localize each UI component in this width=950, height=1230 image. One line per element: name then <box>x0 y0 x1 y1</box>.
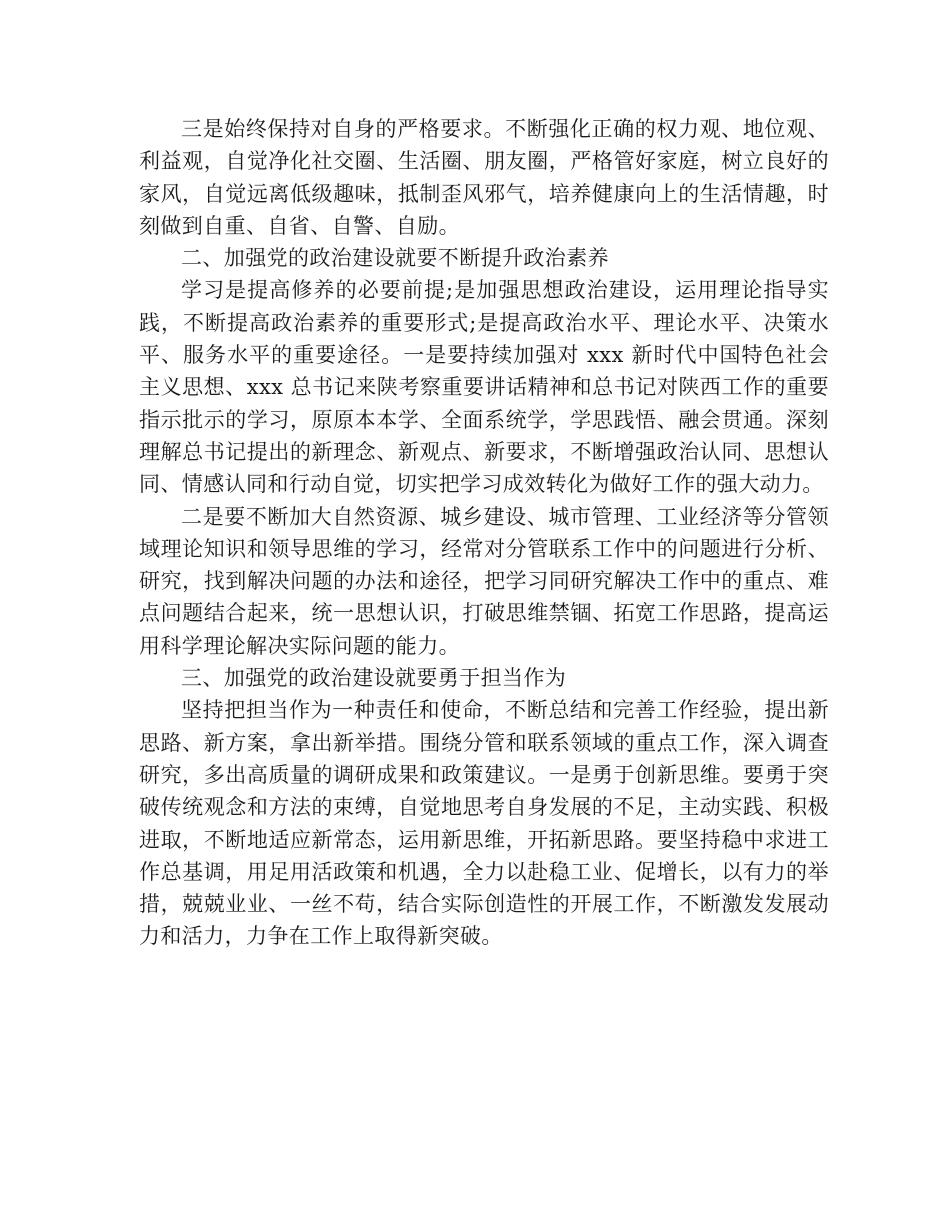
paragraph-strict-self-requirements: 三是始终保持对自身的严格要求。不断强化正确的权力观、地位观、利益观，自觉净化社交圈、生活圈、朋友圈，严格管好家庭，树立良好的家风，自觉远离低级趣味，抵制歪风邪气，培养健康向上的生活情趣，时刻做到自重、自省、自警、自励。 <box>139 117 829 238</box>
paragraph-domain-knowledge: 二是要不断加大自然资源、城乡建设、城市管理、工业经济等分管领域理论知识和领导思维的学习，经常对分管联系工作中的问题进行分析、研究，找到解决问题的办法和途径，把学习同研究解决工作中的重点、难点问题结合起来，统一思想认识，打破思维禁锢、拓宽工作思路，提高运用科学理论解决实际问题的能力。 <box>139 504 829 658</box>
document-body <box>139 113 829 953</box>
paragraph-learning-theory: 学习是提高修养的必要前提;是加强思想政治建设，运用理论指导实践，不断提高政治素养的重要形式;是提高政治水平、理论水平、决策水平、服务水平的重要途径。一是要持续加强对 xxx 新时代中国特色社会主义思想、xxx 总书记来陕考察重要讲话精神和总书记对陕西工作的重要指示批示的学习，原原本本学、全面系统学，学思践悟、融会贯通。深刻理解总书记提出的新理念、新观点、新要求，不断增强政治认同、思想认同、情感认同和行动自觉，切实把学习成效转化为做好工作的强大动力。 <box>139 278 829 497</box>
section-heading-political-quality: 二、加强党的政治建设就要不断提升政治素养 <box>181 246 609 271</box>
paragraph-innovation-thinking: 坚持把担当作为一种责任和使命，不断总结和完善工作经验，提出新思路、新方案，拿出新举措。围绕分管和联系领域的重点工作，深入调查研究，多出高质量的调研成果和政策建议。一是勇于创新思维。要勇于突破传统观念和方法的束缚，自觉地思考自身发展的不足，主动实践、积极进取，不断地适应新常态，运用新思维，开拓新思路。要坚持稳中求进工作总基调，用足用活政策和机遇，全力以赴稳工业、促增长，以有力的举措，兢兢业业、一丝不苟，结合实际创造性的开展工作，不断激发发展动力和活力，力争在工作上取得新突破。 <box>139 698 829 949</box>
section-heading-responsibility: 三、加强党的政治建设就要勇于担当作为 <box>181 666 567 691</box>
